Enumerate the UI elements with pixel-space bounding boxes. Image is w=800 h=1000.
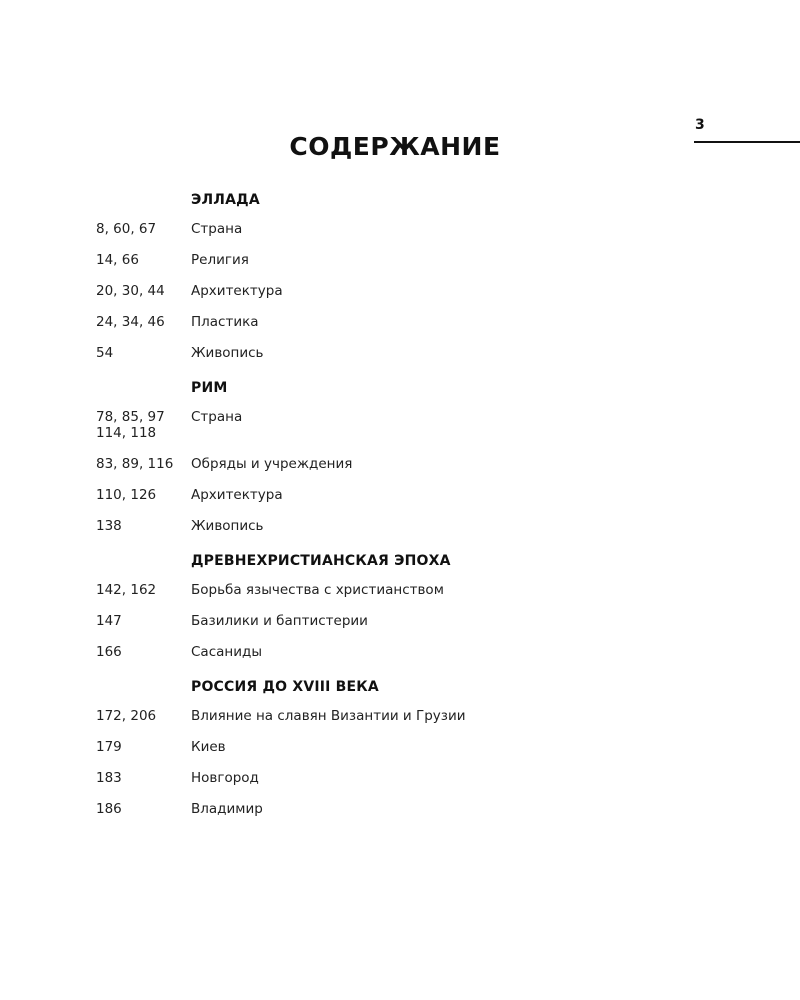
entry-page-numbers: 142, 162 bbox=[96, 582, 157, 598]
table-of-contents bbox=[96, 190, 716, 832]
entry-title: Живопись bbox=[191, 345, 264, 361]
entry-title: Обряды и учреждения bbox=[191, 456, 353, 472]
entry-title: Новгород bbox=[191, 770, 259, 786]
entry-page-numbers: 183 bbox=[96, 770, 122, 786]
toc-entry bbox=[96, 770, 716, 786]
toc-section bbox=[96, 190, 716, 361]
toc-entry bbox=[96, 314, 716, 330]
section-heading: РОССИЯ ДО XVIII ВЕКА bbox=[191, 679, 379, 695]
section-heading: РИМ bbox=[191, 380, 228, 396]
entry-title: Страна bbox=[191, 221, 243, 237]
entry-page-numbers: 24, 34, 46 bbox=[96, 314, 165, 330]
entry-title: Архитектура bbox=[191, 487, 283, 503]
toc-section bbox=[96, 677, 716, 817]
entry-page-numbers: 78, 85, 97 114, 118 bbox=[96, 409, 165, 441]
page-number: 3 bbox=[695, 117, 705, 133]
section-heading: ДРЕВНЕХРИСТИАНСКАЯ ЭПОХА bbox=[191, 553, 451, 569]
toc-entry bbox=[96, 708, 716, 724]
entry-title: Архитектура bbox=[191, 283, 283, 299]
entry-page-numbers: 138 bbox=[96, 518, 122, 534]
entry-page-numbers: 147 bbox=[96, 613, 122, 629]
entry-page-numbers: 8, 60, 67 bbox=[96, 221, 157, 237]
entry-page-numbers: 166 bbox=[96, 644, 122, 660]
entry-title: Страна bbox=[191, 409, 243, 425]
entry-title: Базилики и баптистерии bbox=[191, 613, 368, 629]
toc-section bbox=[96, 378, 716, 534]
entry-title: Владимир bbox=[191, 801, 263, 817]
page-title: СОДЕРЖАНИЕ bbox=[289, 132, 501, 161]
entry-title: Пластика bbox=[191, 314, 259, 330]
entry-title: Живопись bbox=[191, 518, 264, 534]
entry-title: Сасаниды bbox=[191, 644, 262, 660]
toc-entry bbox=[96, 456, 716, 472]
entry-page-numbers: 54 bbox=[96, 345, 114, 361]
toc-entry bbox=[96, 409, 716, 441]
toc-entry bbox=[96, 345, 716, 361]
toc-entry bbox=[96, 613, 716, 629]
entry-page-numbers: 172, 206 bbox=[96, 708, 157, 724]
toc-entry bbox=[96, 221, 716, 237]
entry-title: Киев bbox=[191, 739, 226, 755]
entry-page-numbers: 186 bbox=[96, 801, 122, 817]
entry-title: Влияние на славян Византии и Грузии bbox=[191, 708, 466, 724]
toc-entry bbox=[96, 487, 716, 503]
toc-entry bbox=[96, 582, 716, 598]
entry-page-numbers: 179 bbox=[96, 739, 122, 755]
toc-entry bbox=[96, 518, 716, 534]
toc-entry bbox=[96, 644, 716, 660]
toc-entry bbox=[96, 252, 716, 268]
toc-entry bbox=[96, 739, 716, 755]
entry-title: Религия bbox=[191, 252, 249, 268]
entry-page-numbers: 20, 30, 44 bbox=[96, 283, 165, 299]
section-heading: ЭЛЛАДА bbox=[191, 192, 260, 208]
toc-entry bbox=[96, 283, 716, 299]
entry-page-numbers: 110, 126 bbox=[96, 487, 157, 503]
entry-page-numbers: 83, 89, 116 bbox=[96, 456, 174, 472]
toc-entry bbox=[96, 801, 716, 817]
entry-title: Борьба язычества с христианством bbox=[191, 582, 444, 598]
toc-section bbox=[96, 551, 716, 660]
entry-page-numbers: 14, 66 bbox=[96, 252, 139, 268]
